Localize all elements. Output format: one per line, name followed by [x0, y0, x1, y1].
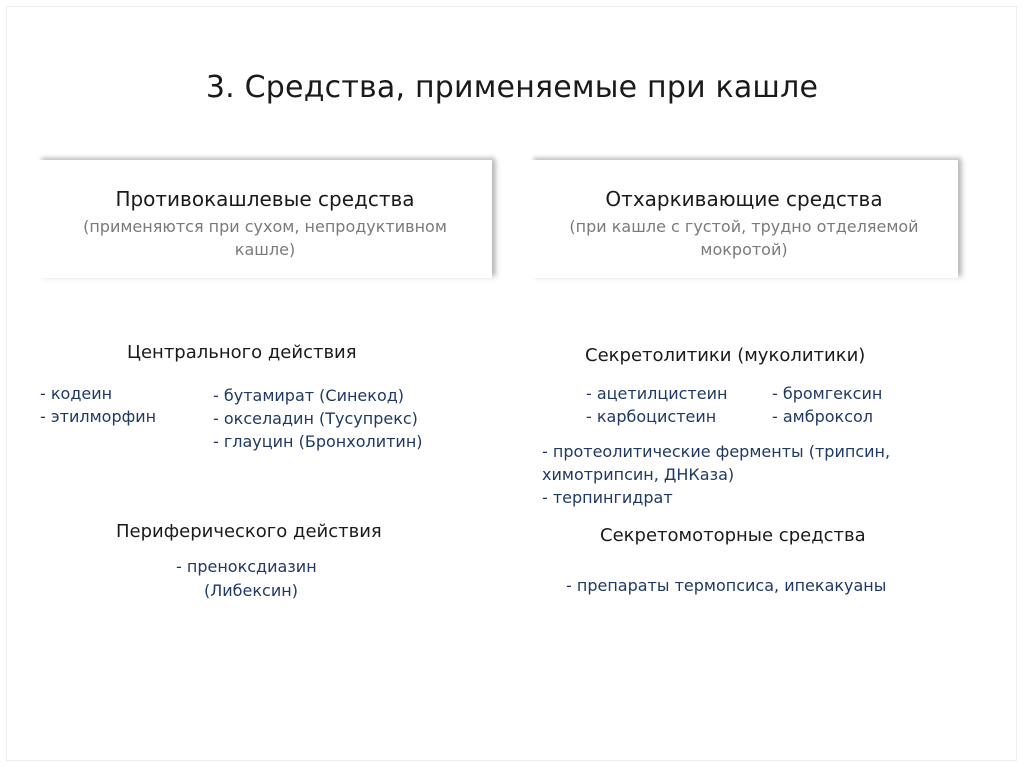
expectorant-subtitle: (при кашле с густой, трудно отделяемой мокротой) [569, 217, 919, 259]
peripheral-action-heading: Периферического действия [116, 521, 382, 542]
list-item: - препараты термопсиса, ипекакуаны [566, 576, 887, 595]
expectorant-heading: Отхаркивающие средства [605, 187, 883, 211]
secretolytics-list-2 [772, 382, 882, 428]
secretolytics-list-extra [542, 440, 890, 509]
antitussive-subtitle: (применяются при сухом, непродуктивном кашле) [83, 217, 447, 259]
antitussive-heading: Противокашлевые средства [115, 187, 415, 211]
list-item: - этилморфин [40, 407, 157, 426]
list-item: - глауцин (Бронхолитин) [213, 432, 423, 451]
central-list-1 [40, 382, 156, 428]
list-item: (Либексин) [204, 581, 298, 600]
list-item: - преноксдиазин [176, 557, 317, 576]
list-item: - ацетилцистеин [586, 384, 728, 403]
secretolytics-heading: Секретолитики (муколитики) [585, 345, 866, 366]
secretolytics-list-1 [586, 382, 727, 428]
list-item: - терпингидрат [542, 488, 673, 507]
list-item: - окселадин (Тусупрекс) [213, 409, 418, 428]
list-item: - кодеин [40, 384, 113, 403]
list-item: - протеолитические ферменты (трипсин, [542, 442, 891, 461]
central-action-heading: Центрального действия [127, 342, 357, 363]
list-item: - амброксол [772, 407, 874, 426]
central-list-2 [213, 384, 423, 453]
antitussive-box [38, 160, 492, 278]
expectorant-box [530, 160, 958, 278]
list-item: - карбоцистеин [586, 407, 717, 426]
secretomotor-heading: Секретомоторные средства [600, 525, 866, 546]
list-item: химотрипсин, ДНКаза) [542, 465, 735, 484]
list-item: - бутамират (Синекод) [213, 386, 405, 405]
slide-title: 3. Средства, применяемые при кашле [205, 70, 819, 105]
list-item: - бромгексин [772, 384, 883, 403]
